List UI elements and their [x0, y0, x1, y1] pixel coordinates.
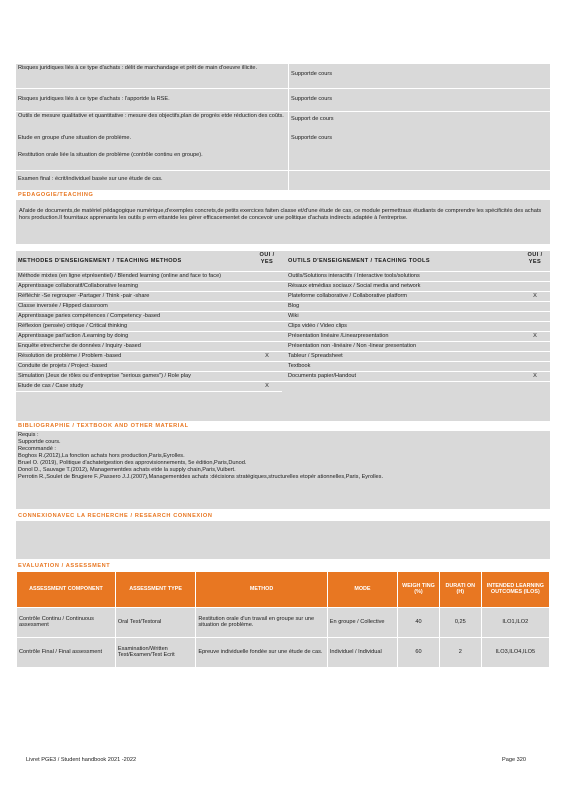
pedagogy-title: PEDAGOGIE/TEACHING — [18, 192, 94, 198]
method-row — [16, 292, 282, 302]
bibliography-line: Perrotin R.,Soulet de Brugiere F.,Passero J.J.(2007),Managementdes achats :décisions stratégiques,structurelles etopér ationnelles,Paris, Eyrolles. — [18, 473, 384, 480]
method-label: Outils/Solutions interactifs / Interactive tools/solutions — [288, 273, 420, 279]
eval-mode: Individuel / Individual — [327, 637, 397, 667]
method-check — [252, 362, 282, 371]
risk-support: Supportde cours — [288, 89, 550, 111]
research-title: CONNEXIONAVEC LA RECHERCHE / RESEARCH CONNEXION — [18, 513, 213, 519]
method-row — [282, 302, 550, 312]
eval-method: Epreuve individuelle fondée sur une étude de cas. — [196, 637, 327, 667]
evaluation-row — [17, 607, 550, 637]
methods-table — [16, 251, 550, 421]
method-row — [16, 372, 282, 382]
method-row — [282, 372, 550, 382]
risk-text: Risques juridiques liés à ce type d'achats : l'apportde la RSE. — [18, 96, 170, 102]
method-check — [520, 302, 550, 311]
method-check — [520, 282, 550, 291]
tools-row — [16, 134, 550, 148]
eval-component: Contrôle Final / Final assessment — [17, 637, 116, 667]
method-check — [520, 352, 550, 361]
method-label: Textbook — [288, 362, 311, 369]
eval-type: Oral Test/Testoral — [115, 607, 196, 637]
method-label: Apprentissage paries compétences / Competency -based — [18, 312, 161, 319]
method-label: Clips vidéo / Video clips — [288, 322, 347, 329]
eval-ilo: ILO3,ILO4,ILO5 — [481, 637, 549, 667]
method-check — [252, 302, 282, 311]
eval-component: Contrôle Continu / Continuous assessment — [17, 607, 116, 637]
method-label: Wiki — [288, 312, 299, 319]
methods-body — [16, 272, 550, 392]
evaluation-title: EVALUATION / ASSESSMENT — [18, 563, 111, 569]
header-type: ASSESSMENT TYPE — [115, 571, 196, 607]
method-row — [282, 282, 550, 292]
risk-block — [16, 64, 550, 111]
method-check — [252, 322, 282, 331]
methods-right-list — [282, 272, 550, 392]
methods-header — [16, 251, 550, 272]
method-label: Documents papier/Handout — [288, 372, 357, 379]
eval-type: Examination/Written Test/Examen/Test Ecrit — [115, 637, 196, 667]
evaluation-header-row — [17, 571, 550, 607]
eval-weight: 60 — [398, 637, 440, 667]
bibliography-section — [16, 422, 550, 509]
method-check: X — [533, 292, 537, 299]
method-label: Résaux etmédias sociaux / Social media and network — [288, 282, 421, 289]
eval-weight: 40 — [398, 607, 440, 637]
method-row — [282, 292, 550, 302]
tools-row — [16, 170, 550, 191]
bibliography-line: Donol D., Sauvage T.(2012), Managementdes achats etde la supply chain,Paris,Vuibert. — [18, 466, 236, 473]
method-row — [16, 282, 282, 292]
evaluation-row — [17, 637, 550, 667]
method-row — [16, 332, 282, 342]
header-ilo: INTENDED LEARNING OUTCOMES (ILOS) — [481, 571, 549, 607]
footer-handbook: Livret PGE3 / Student handbook 2021 -2022 — [26, 757, 137, 763]
eval-duration: 0,25 — [439, 607, 481, 637]
method-row — [16, 382, 282, 392]
method-label: Présentation linéaire /Linearpresentation — [288, 332, 389, 339]
methods-header-oui: OUI / YES — [259, 252, 275, 265]
pedagogy-text: Al'aide de documents,de matériel pédagogique numérique,d'exemples concrets,de petits exercices faiten classe et/d'une étude de cas, ce module permettraux étudiants de comprendre les spécificités des achats hors production.Il fournitaux apprenants les outils p erm ettantde les gérer efficacementet de concevoir une politique d'achats indirects adaptée à l'entreprise. — [16, 200, 550, 244]
risk-row — [16, 89, 550, 111]
method-row — [16, 362, 282, 372]
page-number: Page 320 — [502, 757, 526, 763]
method-check — [520, 312, 550, 321]
bibliography-line: Boghos R.(2012),La fonction achats hors production,Paris,Eyrolles. — [18, 452, 185, 459]
method-row — [282, 272, 550, 282]
eval-method: Restitution orale d'un travail en groupe sur une situation de problème. — [196, 607, 327, 637]
method-check — [520, 272, 550, 281]
header-duration: DURATI ON (H) — [439, 571, 481, 607]
header-weighting: WEIGH TING (%) — [398, 571, 440, 607]
method-check — [252, 342, 282, 351]
method-label: Présentation non -linéaire / Non -linear presentation — [288, 342, 417, 349]
method-row — [16, 312, 282, 322]
method-row — [16, 342, 282, 352]
method-check: X — [265, 352, 269, 359]
method-check — [520, 322, 550, 331]
method-check — [252, 332, 282, 341]
method-row — [282, 362, 550, 372]
methods-left-list — [16, 272, 282, 392]
risk-support: Supportde cours — [288, 64, 550, 88]
method-check — [252, 312, 282, 321]
eval-mode: En groupe / Collective — [327, 607, 397, 637]
method-label: Simulation (Jeux de rôles ou d'entreprise "serious games") / Role play — [18, 372, 191, 379]
header-mode: MODE — [327, 571, 397, 607]
evaluation-section — [0, 562, 566, 668]
method-check — [252, 372, 282, 381]
evaluation-table — [16, 571, 550, 668]
method-label: Plateforme collaborative / Collaborative platform — [288, 292, 408, 299]
method-row — [16, 352, 282, 362]
method-label: Apprentissage parl'action /Learning by doing — [18, 332, 129, 339]
bibliography-list — [16, 431, 550, 509]
method-row — [282, 332, 550, 342]
tools-block — [16, 112, 550, 190]
tools-row — [16, 148, 550, 170]
method-check — [520, 342, 550, 351]
method-check — [252, 292, 282, 301]
method-row — [282, 312, 550, 322]
method-check — [252, 282, 282, 291]
method-label: Méthode mixtes (en ligne etprésentiel) / Blended learning (online and face to face) — [18, 273, 222, 279]
method-label: Résolution de problème / Problem -based — [18, 352, 122, 359]
tools-support: Supportde cours — [288, 134, 550, 148]
method-row — [16, 272, 282, 282]
method-row — [16, 302, 282, 312]
method-check: X — [533, 372, 537, 379]
tools-text: Restitution orale liée la situation de problème (contrôle continu en groupe). — [18, 152, 203, 158]
methods-header-oui: OUI / YES — [527, 252, 543, 265]
method-label: Blog — [288, 302, 300, 309]
method-label: Tableur / Spreadsheet — [288, 352, 343, 359]
method-label: Réflexion (pensée) critique / Critical thinking — [18, 322, 128, 329]
tools-row — [16, 112, 550, 134]
method-label: Etude de cas / Case study — [18, 382, 84, 389]
tools-support: Support de cours — [288, 112, 550, 134]
method-check: X — [533, 332, 537, 339]
method-check — [252, 272, 282, 281]
page-footer — [26, 757, 526, 764]
method-label: Enquête etrecherche de données / Inquiry -based — [18, 342, 141, 349]
eval-duration: 2 — [439, 637, 481, 667]
bibliography-title: BIBLIOGRAPHIE / TEXTBOOK AND OTHER MATERIAL — [18, 423, 189, 429]
tools-support — [288, 148, 550, 170]
risk-row — [16, 64, 550, 89]
bibliography-line: Recommandé : — [18, 445, 56, 452]
header-component: ASSESSMENT COMPONENT — [17, 571, 116, 607]
tools-text: Etude en groupe d'une situation de problème. — [18, 135, 132, 141]
risk-text: Risques juridiques liés à ce type d'achats : délit de marchandage et prêt de main d'oeuvre illicite. — [18, 65, 258, 71]
bibliography-line: Supportde cours. — [18, 438, 61, 445]
tools-text: Examen final : écrit/individuel basée sur une étude de cas. — [18, 176, 163, 182]
tools-text: Outils de mesure qualitative et quantitative : mesure des objectifs,plan de progrès etde réduction des coûts. — [18, 113, 284, 119]
header-method: METHOD — [196, 571, 327, 607]
research-content — [16, 521, 550, 559]
method-label: Conduite de projets / Project -based — [18, 362, 108, 369]
bibliography-line: Requis : — [18, 431, 39, 438]
method-row — [282, 322, 550, 332]
method-check — [520, 362, 550, 371]
method-row — [16, 322, 282, 332]
method-check: X — [265, 382, 269, 389]
eval-ilo: ILO1,ILO2 — [481, 607, 549, 637]
methods-header-left: METHODES D'ENSEIGNEMENT / TEACHING METHODS — [18, 258, 182, 264]
pedagogy-section — [16, 191, 550, 244]
method-row — [282, 342, 550, 352]
methods-header-right: OUTILS D'ENSEIGNEMENT / TEACHING TOOLS — [288, 258, 430, 264]
method-label: Classe inversée / Flipped classroom — [18, 302, 108, 309]
bibliography-line: Bruel O. (2019), Politique d'achatetgestion des approvisionnements, 5e édition,Paris,Dunod. — [18, 459, 247, 466]
method-row — [282, 352, 550, 362]
research-section — [16, 512, 550, 559]
method-label: Apprentissage collaboratif/Collaborative learning — [18, 282, 139, 289]
method-label: Réfléchir -Se regrouper -Partager / Think -pair -share — [18, 292, 150, 299]
tools-support — [288, 171, 550, 191]
